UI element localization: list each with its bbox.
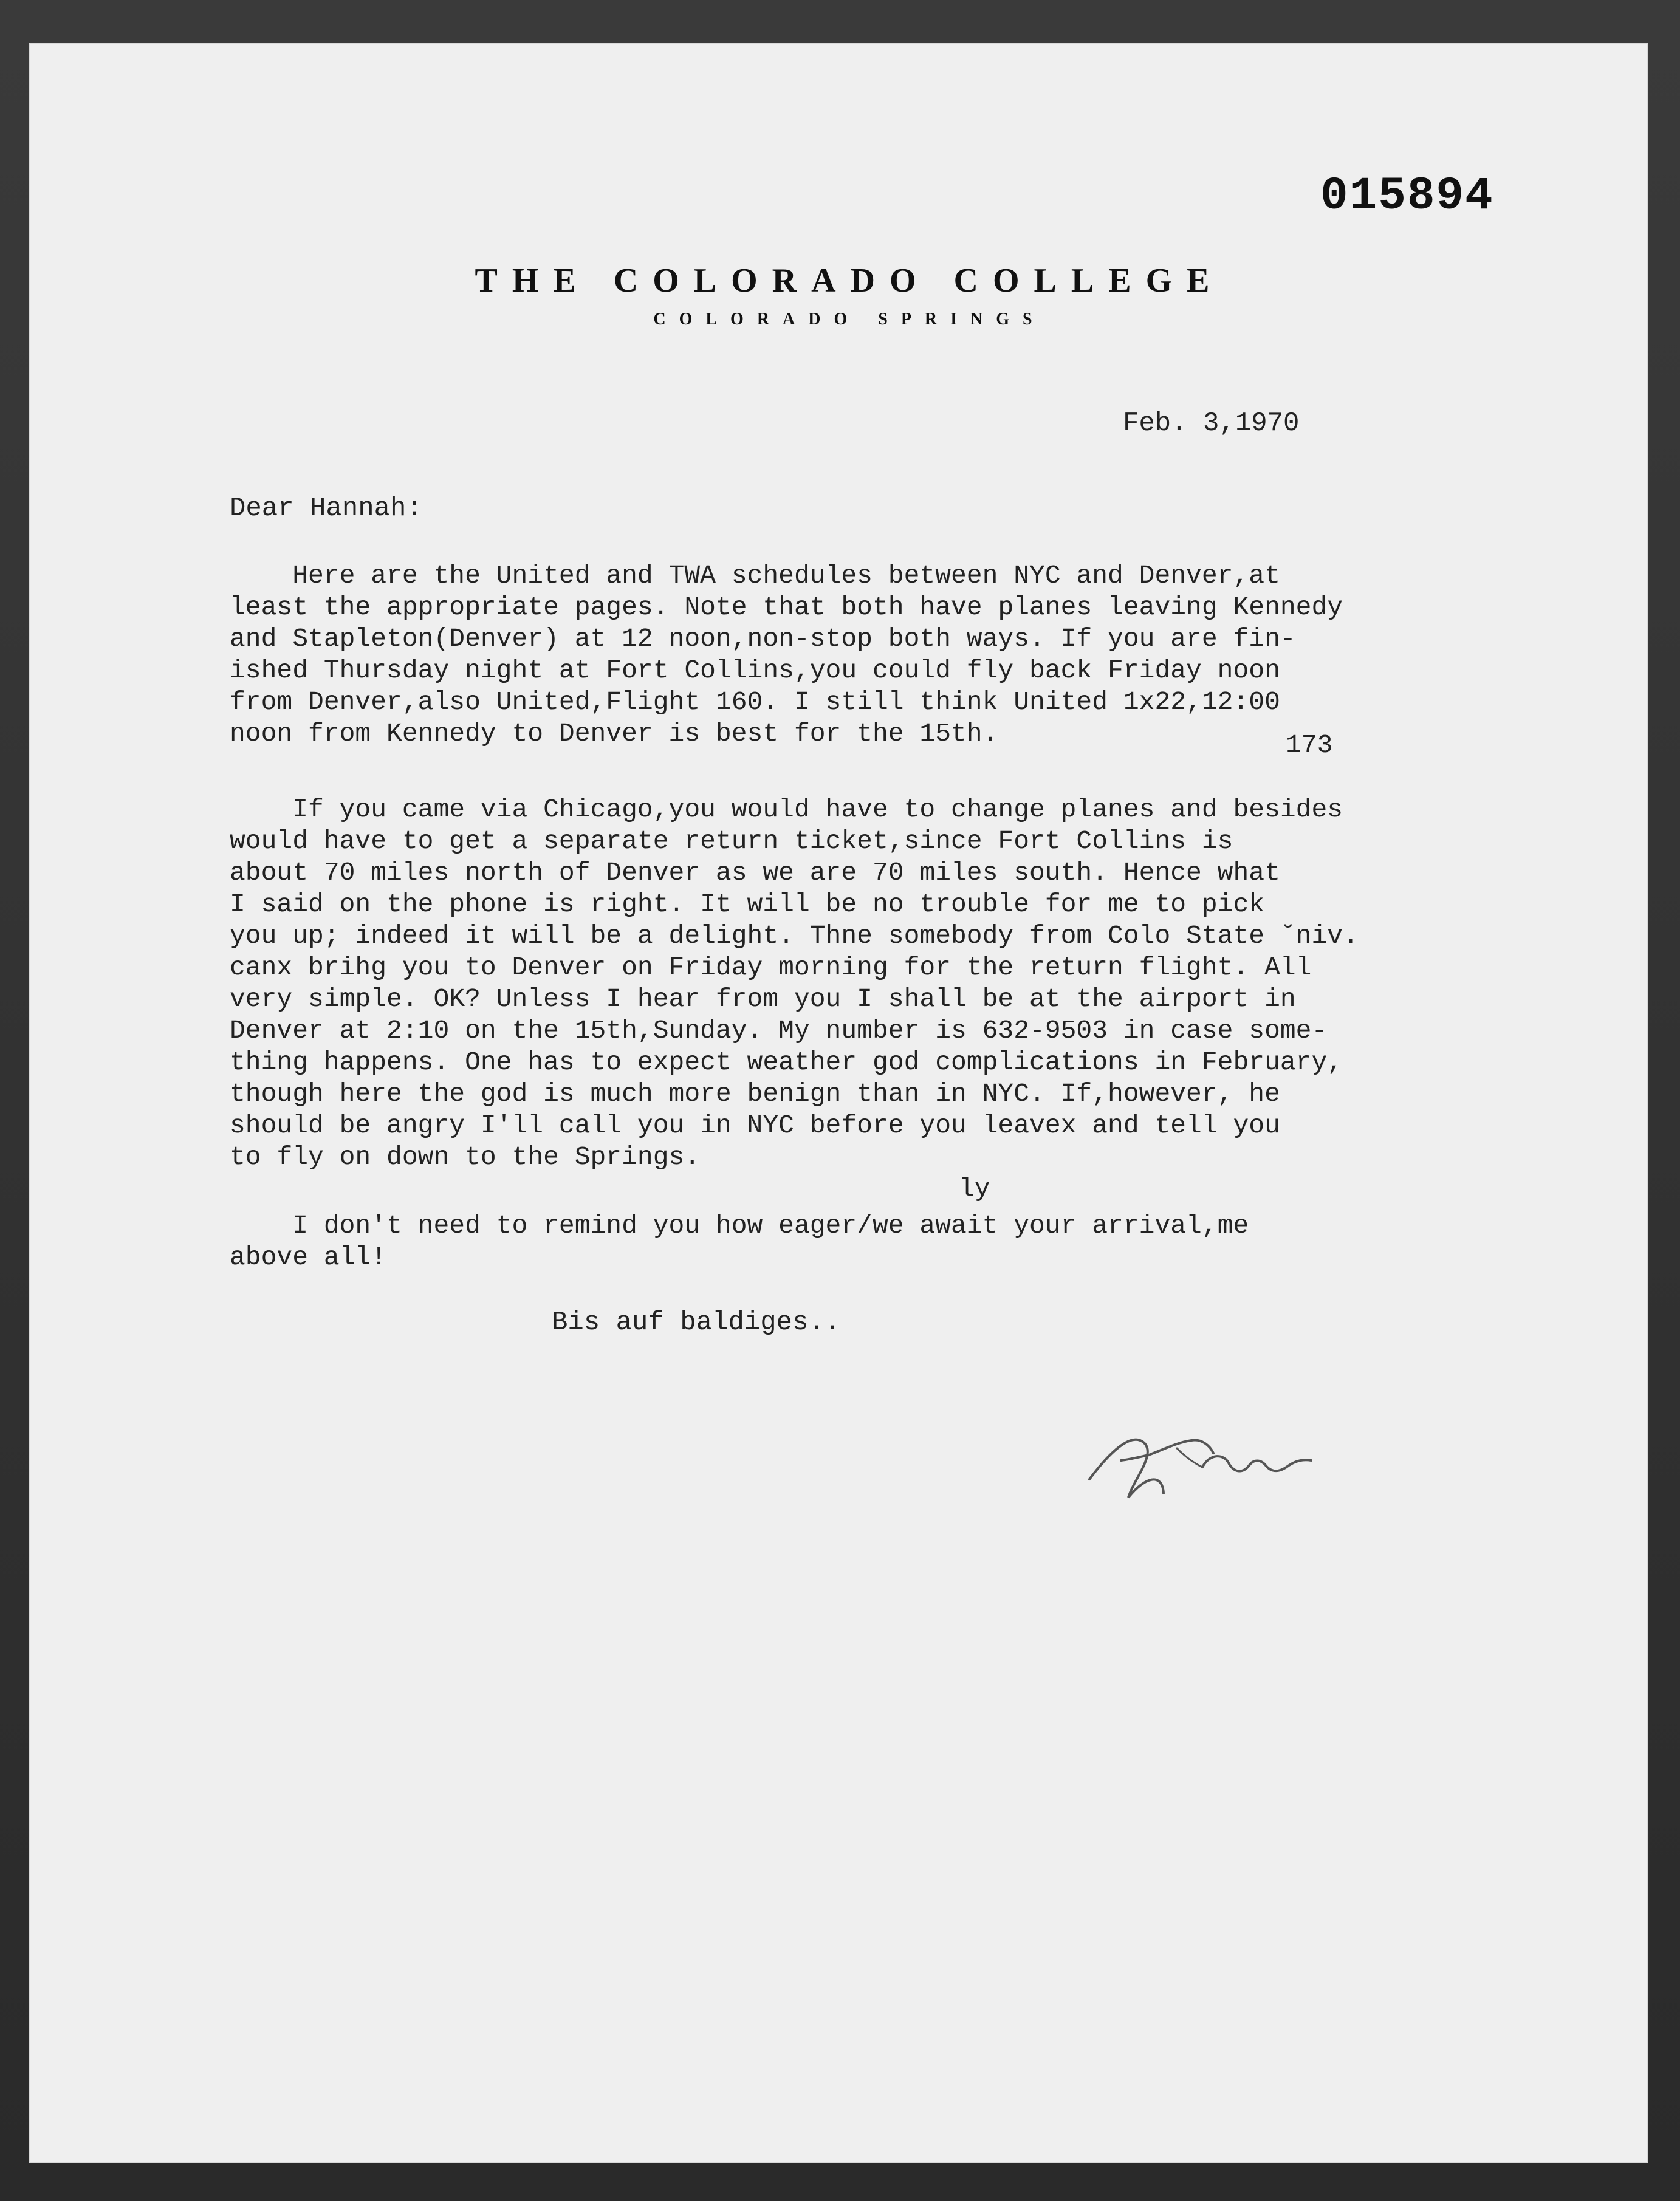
paragraph-line: to fly on down to the Springs.: [230, 1142, 701, 1172]
paragraph-line: would have to get a separate return ticket,since Fort Collins is: [230, 826, 1233, 856]
letterhead-title: THE COLORADO COLLEGE: [475, 262, 1224, 300]
paragraph-line: you up; indeed it will be a delight. Thne somebody from Colo State ˘niv.: [230, 921, 1359, 951]
paragraph-line: least the appropriate pages. Note that both have planes leaving Kennedy: [230, 592, 1343, 622]
paragraph-line: should be angry I'll call you in NYC before you leavex and tell you: [230, 1111, 1280, 1140]
paragraph-line: I don't need to remind you how eager/we await your arrival,me: [230, 1211, 1249, 1241]
letter-date: Feb. 3,1970: [1123, 408, 1300, 439]
paragraph-line: canx brihg you to Denver on Friday morning for the return flight. All: [230, 953, 1312, 982]
paragraph-line: I said on the phone is right. It will be no trouble for me to pick: [230, 889, 1265, 919]
signature: [1065, 1415, 1320, 1519]
paragraph-line: Here are the United and TWA schedules between NYC and Denver,at: [230, 561, 1280, 590]
paragraph-line: thing happens. One has to expect weather god complications in February,: [230, 1047, 1343, 1077]
letterhead-subtitle: COLORADO SPRINGS: [653, 310, 1046, 329]
paragraph-line: about 70 miles north of Denver as we are 70 miles south. Hence what: [230, 858, 1280, 888]
closing: Bis auf baldiges..: [552, 1307, 841, 1338]
paragraph-line: from Denver,also United,Flight 160. I still think United 1x22,12:00: [230, 687, 1280, 717]
salutation: Dear Hannah:: [230, 493, 422, 524]
paragraph-3: [230, 1210, 1597, 1273]
paragraph-line: noon from Kennedy to Denver is best for the 15th.: [230, 719, 998, 748]
paragraph-line: above all!: [230, 1242, 387, 1272]
letter-page: [29, 43, 1648, 2163]
paragraph-1: [230, 560, 1597, 750]
paragraph-2: [230, 794, 1597, 1173]
paragraph-line: though here the god is much more benign than in NYC. If,however, he: [230, 1079, 1280, 1109]
paragraph-line: Denver at 2:10 on the 15th,Sunday. My number is 632-9503 in case some-: [230, 1016, 1328, 1046]
paragraph-line: ished Thursday night at Fort Collins,you could fly back Friday noon: [230, 656, 1280, 685]
flight-number-correction: 173: [1286, 730, 1333, 760]
document-number: 015894: [1320, 170, 1494, 222]
paragraph-line: and Stapleton(Denver) at 12 noon,non-stop both ways. If you are fin-: [230, 624, 1296, 654]
paragraph-line: very simple. OK? Unless I hear from you I shall be at the airport in: [230, 984, 1296, 1014]
inserted-text: ly: [959, 1174, 990, 1203]
paragraph-line: If you came via Chicago,you would have to change planes and besides: [230, 795, 1343, 824]
